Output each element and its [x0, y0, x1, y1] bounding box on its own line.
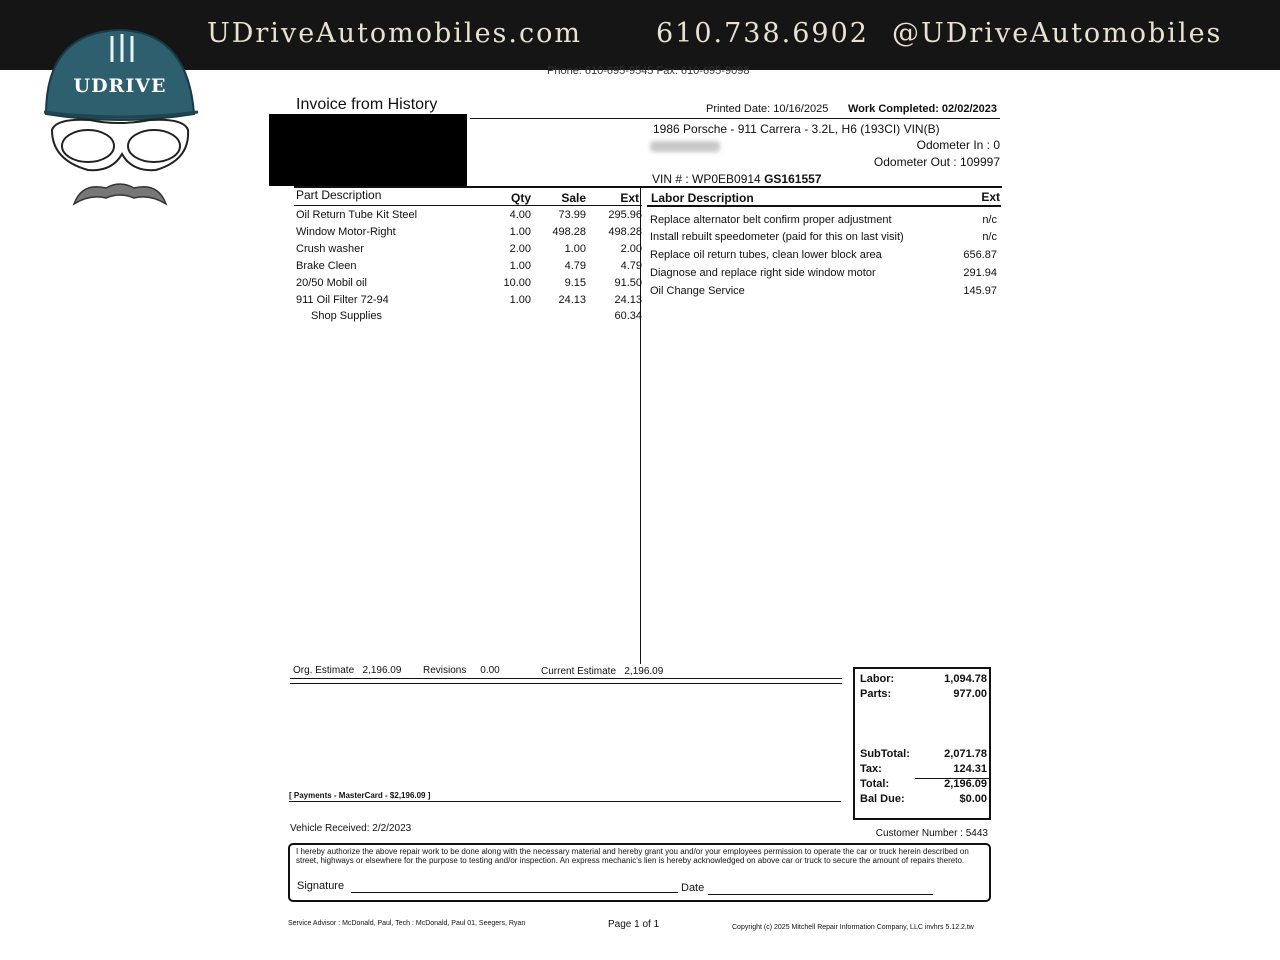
labor-header-rule [647, 205, 1001, 207]
parts-header-qty: Qty [510, 191, 531, 205]
totals-total: Total: 2,196.09 [860, 778, 987, 790]
redacted-customer-info [269, 114, 467, 186]
driver-mascot-icon [38, 22, 208, 217]
banner-social[interactable]: @UDriveAutomobiles [892, 18, 1223, 49]
parts-header-desc: Part Description [296, 188, 382, 202]
table-top-rule [294, 186, 1002, 188]
totals-balance-due: Bal Due: $0.00 [860, 793, 987, 805]
printed-date: Printed Date: 10/16/2025 [706, 103, 829, 115]
parts-header-sale: Sale [561, 191, 586, 205]
vin-number [652, 172, 821, 186]
estimate-rule-2 [290, 683, 842, 684]
banner-website[interactable]: UDriveAutomobiles.com [207, 18, 582, 49]
signature-label: Signature [297, 880, 345, 892]
invoice-document: Phone: 610-695-9545 Fax: 610-695-9098 Invoice from History Printed Date: 10/16/2025 Work Completed: 02/02/2023 1986 Porsche - 911 Carrera - 3.2L, H6 (193CI) VIN(B) Odometer In : 0 Odometer Out : 109997 VIN # : WP0EB0914 GS161557 Part Description Qty Sale Ext Labor Description Ext Oil Return Tube Kit Steel 4.00 73.99 295.96 Window Motor-Right 1.00 498.28 498.28 Crush washer 2.00 1.00 2.00 Brake Cleen 1.00 4.79 4.79 20/50 Mobil oil 10.00 9.15 91.50 911 Oil Filter 72-94 1.00 24.13 24.13 Shop Supplies 60.34 Replace alternator belt confirm proper adjustment n/c Install rebuilt speedometer (paid for this on last visit) n/c Replace oil return tubes, clean lower block area 656.87 Diagnose and replace right side window motor 291.94 Oil Change Service 145.97 Org. Estimate 2,196.09 Revisions 0.00 Current Estimate 2,196.09 [ Payments - MasterCard - $2,196.09 ] Labor: 1,094.78 Parts: 977.00 SubTotal: 2,071.78 Tax: 124.31 Total: 2,196.09 Bal Due: $0.00 Vehicle Received: 2/2/2023 Customer Number : 5443 I hereby authorize the above repair work to be done along with the necessary material and hereby grant you and/or your employees permission to operate the car or truck herein described on street, highways or elsewhere for the purpose to testing and/or inspection. An express mechanic's lien is hereby acknowledged on above car or truck to secure the amount of repairs thereto. Signature Date Service Advisor : McDonald, Paul, Tech : McDonald, Paul 01, Seegers, Ryan Page 1 of 1 Copyright (c) 2025 Mitchell Repair Information Company, LLC invhrs 5.12.2.tw [260, 62, 1020, 952]
signature-line[interactable] [351, 892, 678, 893]
authorization-box [288, 843, 991, 902]
totals-subtotal: SubTotal: 2,071.78 [860, 748, 987, 760]
totals-parts: Parts: 977.00 [860, 688, 987, 700]
payments-line: [ Payments - MasterCard - $2,196.09 ] [289, 791, 431, 800]
banner-phone[interactable]: 610.738.6902 [656, 18, 869, 49]
invoice-title: Invoice from History [296, 96, 438, 113]
org-estimate: Org. Estimate 2,196.09 [293, 665, 402, 676]
totals-box [853, 667, 991, 820]
revisions: Revisions 0.00 [423, 665, 500, 676]
payments-rule [289, 801, 841, 802]
odometer-in: Odometer In : 0 [916, 138, 1000, 152]
totals-tax: Tax: 124.31 [860, 763, 987, 775]
estimate-rule-1 [290, 678, 842, 679]
date-label: Date [681, 882, 705, 894]
date-line[interactable] [708, 894, 933, 895]
parts-header-ext: Ext [620, 191, 639, 205]
logo-wordmark: UDRIVE [73, 75, 167, 97]
footer-page: Page 1 of 1 [608, 919, 660, 930]
vehicle-description: 1986 Porsche - 911 Carrera - 3.2L, H6 (193CI) VIN(B) [653, 122, 940, 136]
udrive-logo[interactable] [38, 22, 208, 217]
labor-header-ext: Ext [981, 190, 1000, 204]
vin-suffix: GS161557 [764, 172, 822, 186]
vehicle-received: Vehicle Received: 2/2/2023 [290, 823, 412, 834]
parts-header-rule [294, 205, 642, 206]
header-rule [470, 118, 1000, 119]
shop-contact: Phone: 610-695-9545 Fax: 610-695-9098 [547, 65, 750, 77]
authorization-text: I hereby authorize the above repair work to be done along with the necessary material and hereby grant you and/or your employees permission to operate the car or truck herein described on street, highways or elsewhere for the purpose to testing and/or inspection. An express mechanic's lien is hereby acknowledged on above car or truck to secure the amount of repairs thereto. [296, 847, 969, 865]
redacted-plate [650, 141, 720, 152]
labor-header-desc: Labor Description [651, 191, 754, 205]
odometer-out: Odometer Out : 109997 [873, 155, 1000, 169]
vin-label: VIN # : WP0EB0914 [652, 172, 761, 186]
totals-labor: Labor: 1,094.78 [860, 673, 987, 685]
footer-copyright: Copyright (c) 2025 Mitchell Repair Information Company, LLC invhrs 5.12.2.tw [732, 924, 974, 931]
customer-number: Customer Number : 5443 [875, 828, 988, 839]
current-estimate: Current Estimate 2,196.09 [541, 666, 664, 677]
footer-advisor: Service Advisor : McDonald, Paul, Tech : McDonald, Paul 01, Seegers, Ryan [288, 920, 526, 927]
work-completed: Work Completed: 02/02/2023 [848, 103, 997, 115]
